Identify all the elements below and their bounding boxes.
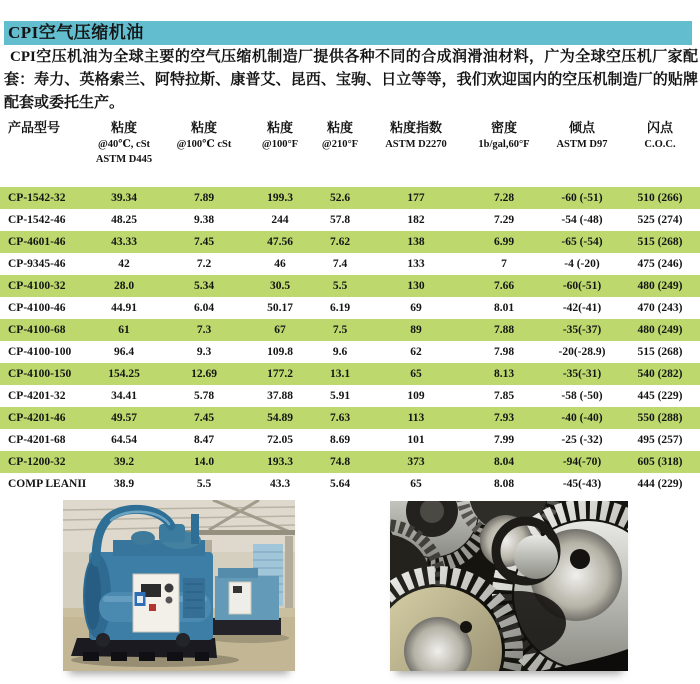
- value-cell: 49.57: [111, 412, 137, 424]
- value-cell: 9.6: [332, 346, 348, 358]
- value-cell: 69: [410, 302, 422, 314]
- value-cell: 72.05: [267, 434, 293, 446]
- value-cell: 7.3: [196, 324, 212, 336]
- column-header-line: @100℃ cSt: [176, 139, 232, 150]
- value-cell: 7.4: [332, 258, 348, 270]
- product-model-cell: CP-4100-100: [8, 346, 72, 358]
- column-header-line: 密度: [490, 120, 517, 135]
- value-cell: 39.2: [113, 456, 135, 468]
- column-header: [0, 119, 88, 167]
- value-cell: -94(-70): [562, 456, 602, 468]
- value-cell: 550 (288): [637, 412, 683, 424]
- value-cell: 47.56: [267, 236, 293, 248]
- table-row: [0, 253, 700, 275]
- value-cell: 96.4: [113, 346, 135, 358]
- value-cell: 5.64: [329, 478, 351, 490]
- value-cell: 133: [407, 258, 425, 270]
- value-cell: 7.62: [329, 236, 351, 248]
- product-model-cell: CP-4100-32: [8, 280, 66, 292]
- value-cell: 13.1: [329, 368, 351, 380]
- product-model-cell: CP-4201-46: [8, 412, 66, 424]
- column-header-line: 粘度: [190, 120, 217, 135]
- value-cell: 540 (282): [637, 368, 683, 380]
- value-cell: 67: [274, 324, 286, 336]
- table-row: [0, 429, 700, 451]
- product-model-cell: CP-4100-46: [8, 302, 66, 314]
- value-cell: 177.2: [267, 368, 293, 380]
- value-cell: 515 (268): [637, 236, 683, 248]
- value-cell: 30.5: [269, 280, 291, 292]
- value-cell: 182: [407, 214, 425, 226]
- value-cell: 515 (268): [637, 346, 683, 358]
- intro-paragraph: CPI空压机油为全球主要的空气压缩机制造厂提供各种不同的合成润滑油材料，广为全球空压机厂家配套：寿力、英格索兰、阿特拉斯、康普艾、昆西、宝驹、日立等等，我们欢迎国内的空压机制造厂的贴牌配套或委托生产。: [4, 49, 698, 111]
- table-header: [0, 119, 700, 167]
- value-cell: 9.38: [193, 214, 215, 226]
- value-cell: -20(-28.9): [558, 346, 606, 358]
- value-cell: 244: [271, 214, 289, 226]
- value-cell: 43.3: [269, 478, 291, 490]
- value-cell: 8.08: [493, 478, 515, 490]
- table-row: [0, 209, 700, 231]
- value-cell: 52.6: [329, 192, 351, 204]
- value-cell: 7.28: [493, 192, 515, 204]
- value-cell: 34.41: [111, 390, 137, 402]
- table-row: [0, 407, 700, 429]
- value-cell: -42(-41): [562, 302, 602, 314]
- value-cell: 7.88: [493, 324, 515, 336]
- value-cell: 14.0: [193, 456, 215, 468]
- value-cell: -58 (-50): [561, 390, 603, 402]
- page-title: CPI空气压缩机油: [8, 23, 144, 42]
- column-header: [248, 119, 312, 167]
- column-header: [312, 119, 368, 167]
- value-cell: 8.13: [493, 368, 515, 380]
- column-header-line: 1b/gal,60°F: [478, 139, 530, 150]
- value-cell: 74.8: [329, 456, 351, 468]
- value-cell: 62: [410, 346, 422, 358]
- value-cell: 65: [410, 368, 422, 380]
- value-cell: 5.5: [332, 280, 348, 292]
- value-cell: 373: [407, 456, 425, 468]
- value-cell: 12.69: [191, 368, 217, 380]
- value-cell: 43.33: [111, 236, 137, 248]
- column-header-line: @40℃, cSt: [97, 139, 151, 150]
- value-cell: 28.0: [113, 280, 135, 292]
- value-cell: 5.78: [193, 390, 215, 402]
- product-model-cell: CP-4201-32: [8, 390, 66, 402]
- value-cell: 48.25: [111, 214, 137, 226]
- value-cell: 7.29: [493, 214, 515, 226]
- value-cell: -35(-37): [562, 324, 602, 336]
- value-cell: 57.8: [329, 214, 351, 226]
- value-cell: 7: [501, 258, 507, 270]
- value-cell: 6.19: [329, 302, 351, 314]
- product-model-cell: CP-4100-68: [8, 324, 66, 336]
- value-cell: 525 (274): [637, 214, 683, 226]
- value-cell: 46: [274, 258, 286, 270]
- title-bar: [4, 21, 692, 45]
- value-cell: 480 (249): [637, 324, 683, 336]
- value-cell: 193.3: [267, 456, 293, 468]
- value-cell: 5.91: [329, 390, 351, 402]
- value-cell: 5.5: [196, 478, 212, 490]
- column-header-line: @210°F: [321, 139, 359, 150]
- column-header-line: 倾点: [568, 120, 595, 135]
- value-cell: 44.91: [111, 302, 137, 314]
- value-cell: 113: [407, 412, 425, 424]
- value-cell: 38.9: [113, 478, 135, 490]
- value-cell: 7.45: [193, 412, 215, 424]
- value-cell: -54 (-48): [561, 214, 603, 226]
- value-cell: -65 (-54): [561, 236, 603, 248]
- value-cell: -60 (-51): [561, 192, 603, 204]
- value-cell: 7.66: [493, 280, 515, 292]
- value-cell: 495 (257): [637, 434, 683, 446]
- value-cell: -60(-51): [562, 280, 602, 292]
- value-cell: 8.47: [193, 434, 215, 446]
- column-header-line: ASTM D445: [95, 154, 153, 165]
- table-row: [0, 473, 700, 495]
- column-header-line: @100°F: [261, 139, 299, 150]
- value-cell: 480 (249): [637, 280, 683, 292]
- value-cell: 50.17: [267, 302, 293, 314]
- table-row: [0, 297, 700, 319]
- value-cell: 470 (243): [637, 302, 683, 314]
- column-header-line: 粘度指数: [389, 120, 442, 135]
- value-cell: 444 (229): [637, 478, 683, 490]
- value-cell: 8.04: [493, 456, 515, 468]
- table-row: [0, 451, 700, 473]
- column-header-line: ASTM D97: [556, 139, 608, 150]
- column-header-line: 粘度: [326, 120, 353, 135]
- table-row: [0, 231, 700, 253]
- value-cell: 475 (246): [637, 258, 683, 270]
- column-header: [464, 119, 544, 167]
- value-cell: 7.63: [329, 412, 351, 424]
- product-model-cell: CP-9345-46: [8, 258, 66, 270]
- value-cell: 154.25: [108, 368, 140, 380]
- column-header-line: 粘度: [110, 120, 137, 135]
- product-model-cell: CP-1542-46: [8, 214, 66, 226]
- table-body: [0, 187, 700, 495]
- table-row: [0, 363, 700, 385]
- value-cell: 109.8: [267, 346, 293, 358]
- column-header-line: 粘度: [266, 120, 293, 135]
- value-cell: 6.04: [193, 302, 215, 314]
- column-header: [160, 119, 248, 167]
- value-cell: 42: [118, 258, 130, 270]
- value-cell: 39.34: [111, 192, 137, 204]
- value-cell: 101: [407, 434, 425, 446]
- column-header-line: 闪点: [646, 120, 673, 135]
- product-model-cell: CP-1200-32: [8, 456, 66, 468]
- value-cell: 89: [410, 324, 422, 336]
- product-model-cell: CP-4201-68: [8, 434, 66, 446]
- value-cell: 130: [407, 280, 425, 292]
- value-cell: 138: [407, 236, 425, 248]
- value-cell: 7.85: [493, 390, 515, 402]
- value-cell: 9.3: [196, 346, 212, 358]
- value-cell: 6.99: [493, 236, 515, 248]
- value-cell: -35(-31): [562, 368, 602, 380]
- value-cell: 7.5: [332, 324, 348, 336]
- value-cell: 64.54: [111, 434, 137, 446]
- value-cell: 37.88: [267, 390, 293, 402]
- value-cell: 7.2: [196, 258, 212, 270]
- table-row: [0, 275, 700, 297]
- value-cell: 54.89: [267, 412, 293, 424]
- column-header-line: 产品型号: [8, 120, 61, 135]
- table-row: [0, 385, 700, 407]
- column-header: [620, 119, 700, 167]
- column-header-line: ASTM D2270: [385, 139, 447, 150]
- value-cell: 8.01: [493, 302, 515, 314]
- value-cell: 7.45: [193, 236, 215, 248]
- value-cell: -45(-43): [562, 478, 602, 490]
- product-model-cell: CP-4601-46: [8, 236, 66, 248]
- value-cell: 61: [118, 324, 130, 336]
- table-row: [0, 319, 700, 341]
- value-cell: 8.69: [329, 434, 351, 446]
- table-row: [0, 341, 700, 363]
- value-cell: 510 (266): [637, 192, 683, 204]
- product-model-cell: CP-4100-150: [8, 368, 72, 380]
- column-header: [88, 119, 160, 167]
- column-header-line: C.O.C.: [644, 139, 676, 150]
- value-cell: -40 (-40): [561, 412, 603, 424]
- value-cell: 7.98: [493, 346, 515, 358]
- value-cell: 5.34: [193, 280, 215, 292]
- product-model-cell: CP-1542-32: [8, 192, 66, 204]
- value-cell: 7.89: [193, 192, 215, 204]
- value-cell: 177: [407, 192, 425, 204]
- value-cell: 7.99: [493, 434, 515, 446]
- product-model-cell: COMP LEANII: [8, 478, 87, 490]
- value-cell: -4 (-20): [564, 258, 600, 270]
- value-cell: 445 (229): [637, 390, 683, 402]
- value-cell: 65: [410, 478, 422, 490]
- gears-photo: [390, 501, 628, 671]
- compressor-photo: [63, 500, 295, 671]
- column-header: [368, 119, 464, 167]
- table-row: [0, 187, 700, 209]
- value-cell: 605 (318): [637, 456, 683, 468]
- value-cell: 199.3: [267, 192, 293, 204]
- value-cell: 7.93: [493, 412, 515, 424]
- value-cell: 109: [407, 390, 425, 402]
- value-cell: -25 (-32): [561, 434, 603, 446]
- column-header: [544, 119, 620, 167]
